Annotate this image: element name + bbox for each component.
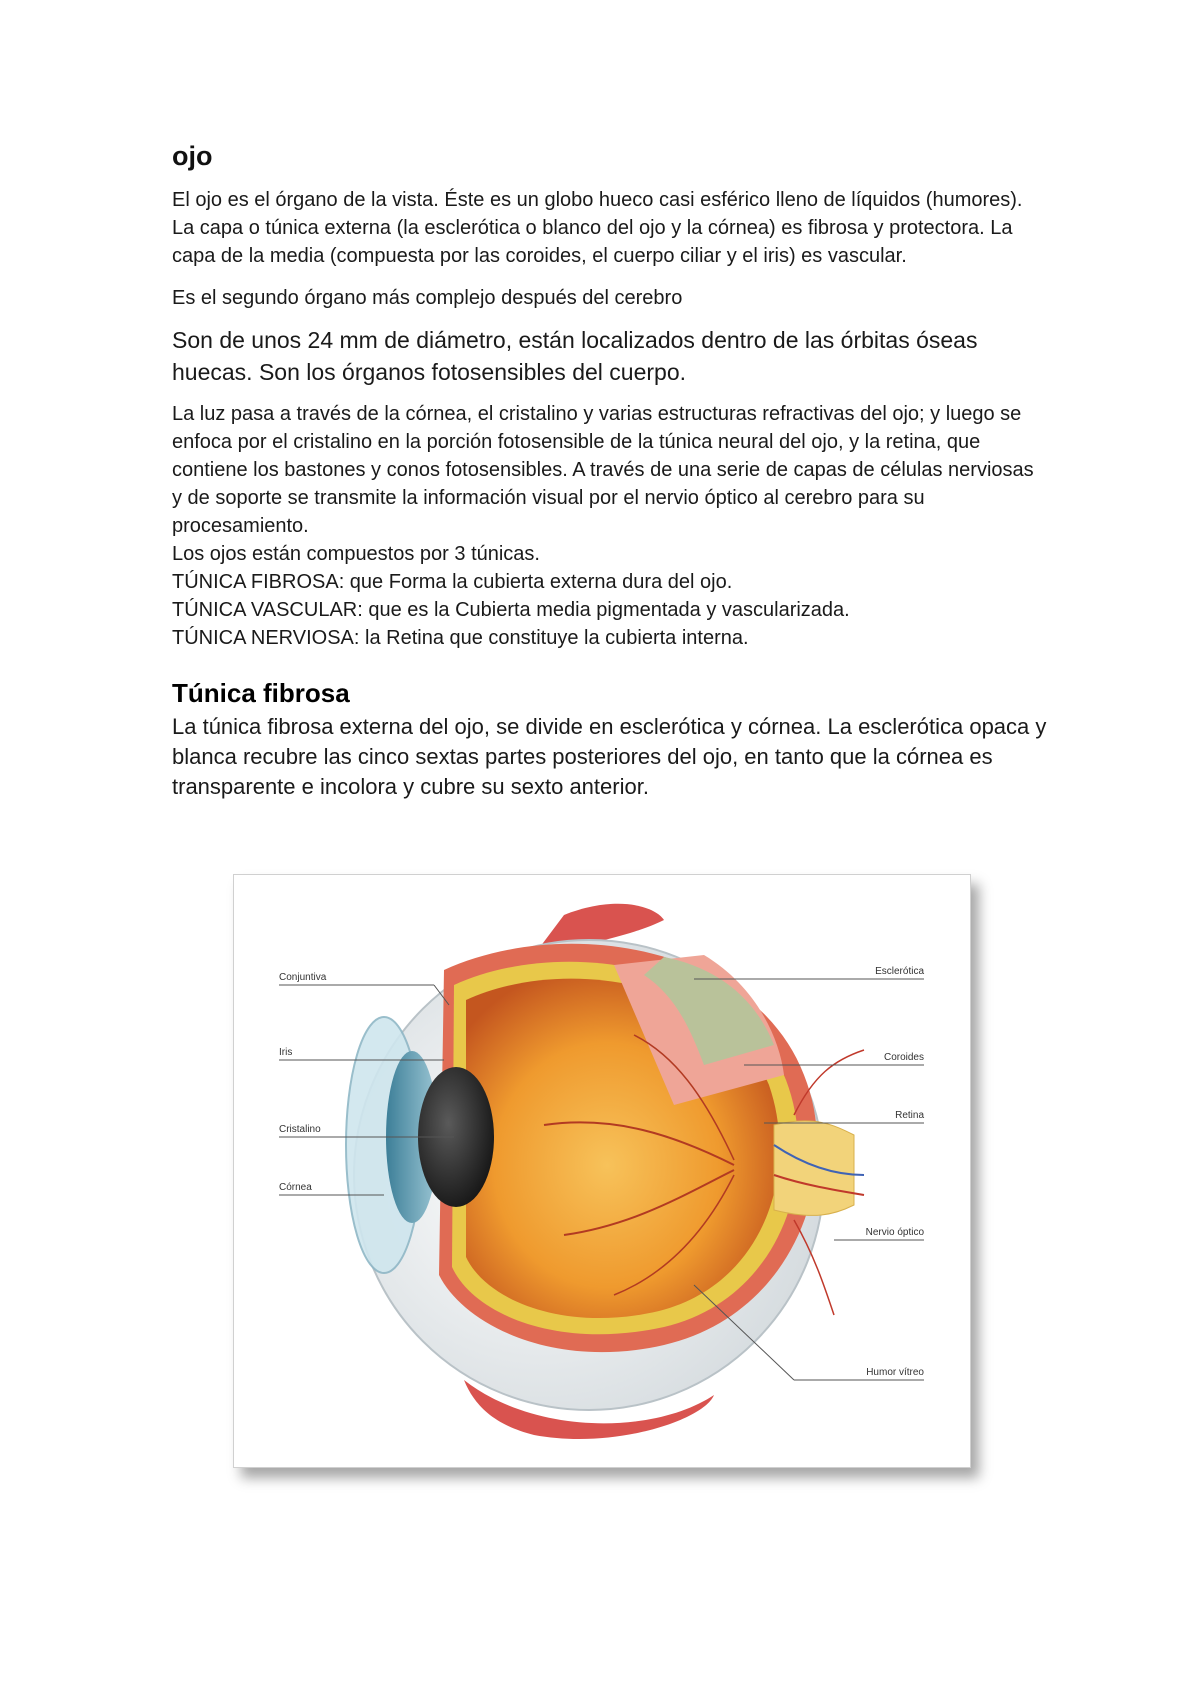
- intro-paragraph: El ojo es el órgano de la vista. Éste es un globo hueco casi esférico lleno de líquidos (humores). La capa o túnica externa (la esclerótica o blanco del ojo y la córnea) es fibrosa y protectora. La capa de la media (compuesta por las coroides, el cuerpo ciliar y el iris) es vascular.: [172, 189, 1023, 268]
- label-humor-vitreo: Humor vítreo: [866, 1367, 924, 1378]
- section-body: La túnica fibrosa externa del ojo, se divide en esclerótica y córnea. La esclerótica opaca y blanca recubre las cinco sextas partes posteriores del ojo, en tanto que la córnea es transparente e incolora y cubre su sexto anterior.: [172, 713, 1047, 799]
- tunicas-list-item: TÚNICA FIBROSA: que Forma la cubierta externa dura del ojo.: [172, 571, 733, 594]
- label-conjuntiva: Conjuntiva: [279, 972, 327, 983]
- document-page: [172, 140, 1048, 802]
- optic-nerve: [774, 1121, 854, 1216]
- label-coroides: Coroides: [883, 1052, 924, 1063]
- label-cornea: Córnea: [279, 1182, 312, 1193]
- tunicas-list-item: TÚNICA NERVIOSA: la Retina que constituye la cubierta interna.: [172, 627, 749, 650]
- size-paragraph: Son de unos 24 mm de diámetro, están localizados dentro de las órbitas óseas huecas. Son los órganos fotosensibles del cuerpo.: [172, 327, 978, 386]
- label-nervio-optico: Nervio óptico: [865, 1227, 924, 1238]
- tunicas-list: [172, 540, 1048, 652]
- label-retina: Retina: [895, 1110, 924, 1121]
- section-title: Túnica fibrosa: [172, 678, 350, 709]
- page-title: ojo: [172, 141, 213, 171]
- label-esclerotica: Esclerótica: [875, 966, 924, 977]
- eye-anatomy-figure: [233, 874, 971, 1468]
- label-cristalino: Cristalino: [279, 1124, 321, 1135]
- tunicas-list-item: Los ojos están compuestos por 3 túnicas.: [172, 543, 540, 566]
- eye-anatomy-illustration: [234, 875, 970, 1467]
- tunicas-list-item: TÚNICA VASCULAR: que es la Cubierta media pigmentada y vascularizada.: [172, 599, 850, 622]
- complex-paragraph: Es el segundo órgano más complejo después del cerebro: [172, 287, 683, 310]
- light-paragraph: La luz pasa a través de la córnea, el cristalino y varias estructuras refractivas del ojo; y luego se enfoca por el cristalino en la porción fotosensible de la túnica neural del ojo, y la retina, que contiene los bastones y conos fotosensibles. A través de una serie de capas de células nerviosas y de soporte se transmite la información visual por el nervio óptico al cerebro para su procesamiento.: [172, 403, 1034, 538]
- label-iris: Iris: [279, 1047, 293, 1058]
